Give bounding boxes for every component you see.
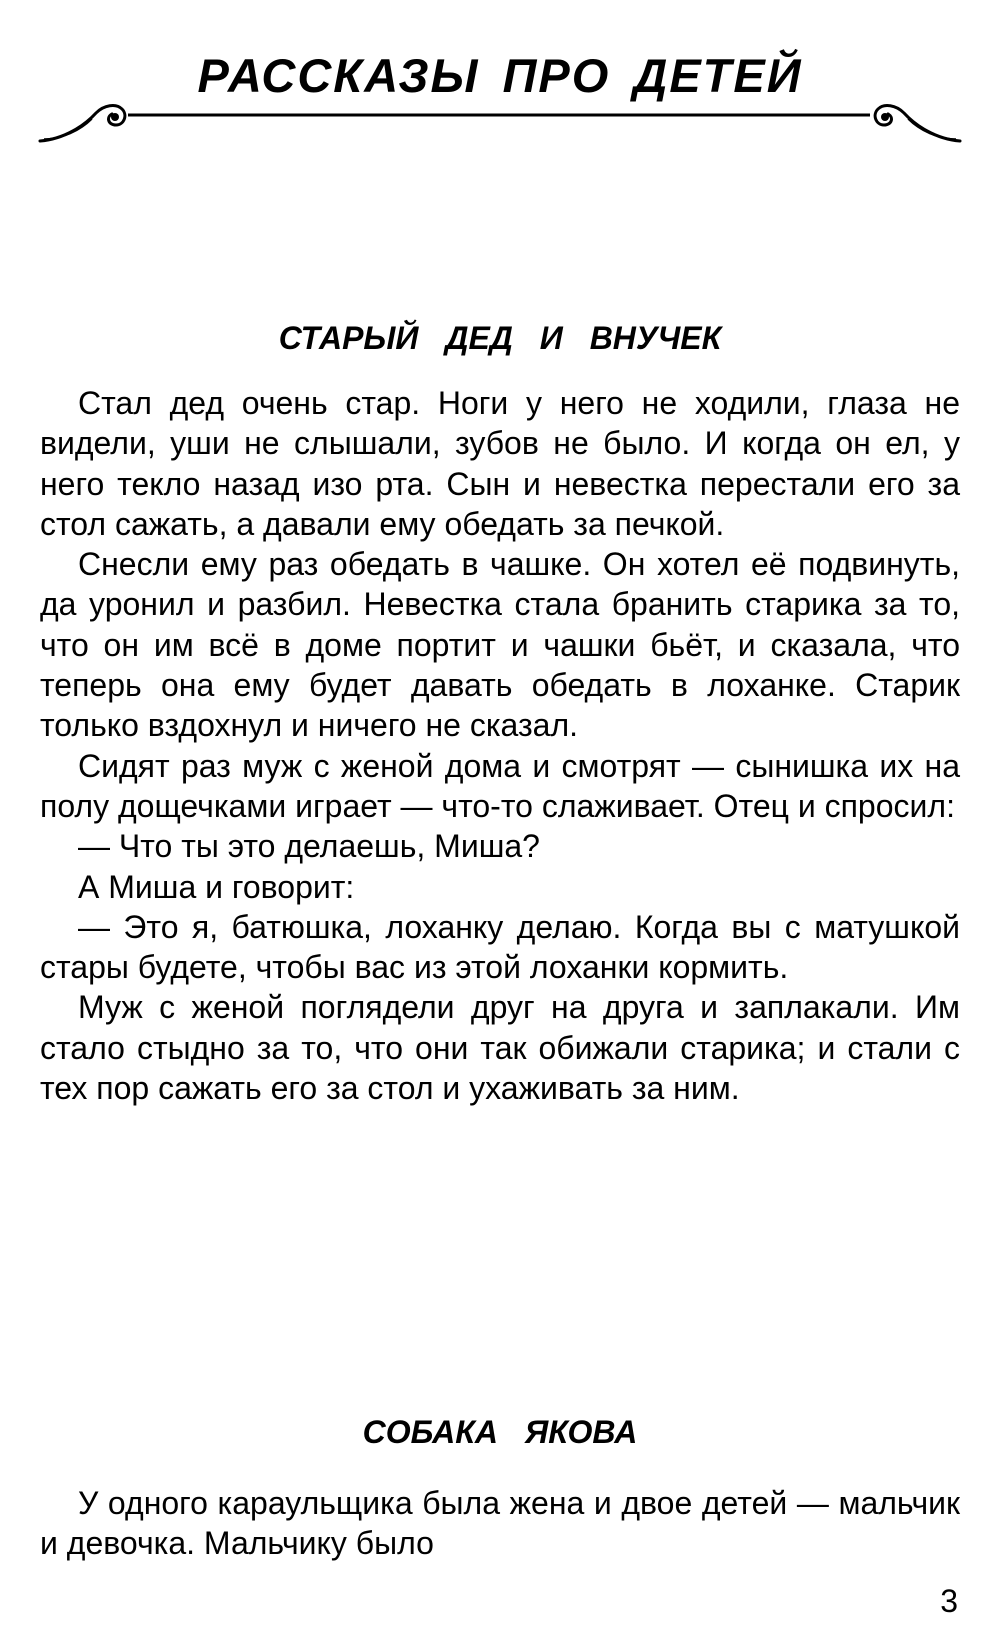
story-paragraph: Снесли ему раз обедать в чашке. Он хотел её подвинуть, да уронил и разбил. Невестка стала бранить старика за то, что он им всё в доме портит и чашки бьёт, и сказала, что теперь она ему будет давать обедать в лоханке. Старик только вздохнул и ничего не сказал. [40, 546, 960, 744]
story-paragraph: Сидят раз муж с женой дома и смотрят — сынишка их на полу дощечками играет — что-то слаживает. Отец и спросил: [40, 747, 960, 824]
story-body [40, 1483, 960, 1564]
ornament-divider-icon [0, 95, 1000, 155]
story-title: СТАРЫЙ ДЕД И ВНУЧЕК [278, 320, 722, 356]
story-title: СОБАКА ЯКОВА [362, 1414, 638, 1450]
page-number: 3 [940, 1583, 958, 1619]
story-paragraph: Муж с женой поглядели друг на друга и заплакали. Им стало стыдно за то, что они так обижали старика; и стали с тех пор сажать его за стол и ухаживать за ним. [40, 989, 960, 1107]
story-body [40, 383, 960, 1108]
section-title: РАССКАЗЫ ПРО ДЕТЕЙ [197, 49, 803, 102]
dialogue-line: А Миша и говорит: [78, 868, 355, 905]
dialogue-line: — Это я, батюшка, лоханку делаю. Когда вы с матушкой стары будете, чтобы вас из этой лоханки кормить. [40, 908, 960, 986]
story-paragraph: У одного караульщика была жена и двое детей — мальчик и девочка. Мальчику было [40, 1485, 960, 1562]
dialogue-line: — Что ты это делаешь, Миша? [78, 828, 540, 865]
page-header [0, 0, 1000, 160]
story-paragraph: Стал дед очень стар. Ноги у него не ходили, глаза не видели, уши не слышали, зубов не было. И когда он ел, у него текло назад изо рта. Сын и невестка перестали его за стол сажать, а давали ему обедать за печкой. [40, 385, 960, 542]
